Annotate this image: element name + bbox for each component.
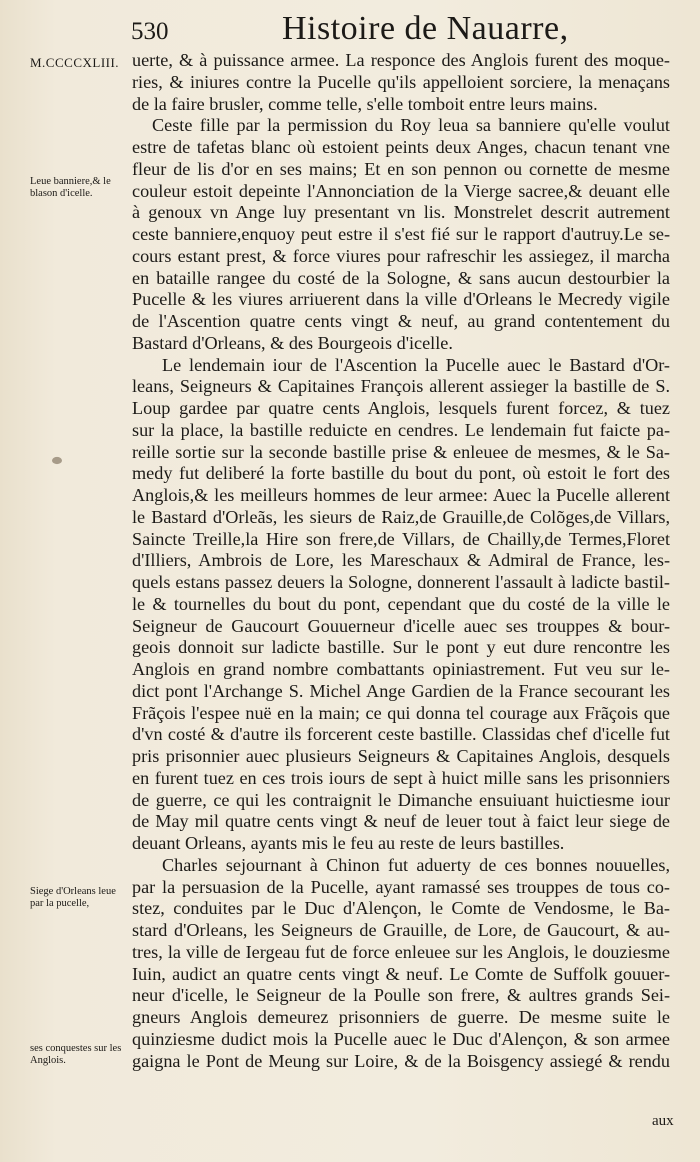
text-line: medy fut deliberé la forte bastille du bout du pont, où estoit le fort des: [132, 463, 670, 484]
text-line: Pucelle & les viures arriuerent dans la ville d'Orleans le Mecredy vigile: [132, 289, 670, 310]
text-line: uerte, & à puissance armee. La responce des Anglois furent des moque-: [132, 50, 670, 70]
text-line: en furent tuez en ces trois iours de sept à huict mille sans les prisonniers: [132, 767, 670, 788]
text-line: Charles sejournant à Chinon fut aduerty de ces bonnes nouuelles,: [162, 854, 670, 875]
text-line: Bastard d'Orleans, & des Bourgeois d'icelle.: [132, 332, 453, 353]
text-line: Loup gardee par quatre cents Anglois, lesquels furent forcez, & tuez: [132, 398, 670, 418]
text-line: deuant Orleans, ayants mis le feu au reste de leurs bastilles.: [132, 833, 565, 853]
text-line: gaigna le Pont de Meung sur Loire, & de la Boisgency assiegé & rendu: [132, 1050, 670, 1071]
text-line: sur la place, la bastille reduicte en cendres. Le lendemain fut faicte pa-: [132, 419, 670, 440]
text-line: estre de tafetas blanc où estoient peints deux Anges, chacun tenant vne: [132, 137, 670, 157]
text-line: fleur de lis d'or en ses mains; Et en son pennon ou cornette de mesme: [132, 158, 670, 179]
text-line: de guerre, ce qui les contraignit le Dimanche ensuiuant huictiesme iour: [132, 789, 670, 810]
text-line: d'Illiers, Ambrois de Lore, les Mareschaux & Admiral de France, les-: [132, 550, 670, 571]
running-title: Histoire de Nauarre,: [282, 10, 569, 47]
page-number: 530: [131, 18, 169, 45]
text-line: neur d'icelle, le Seigneur de la Poulle son frere, & aultres grands Sei-: [132, 985, 670, 1006]
ink-stain-mark: [50, 455, 64, 466]
text-line: Anglois,& les meilleurs hommes de leur armee: Auec la Pucelle allerent: [132, 485, 670, 505]
text-line: stard d'Orleans, les Seigneurs de Grauille, de Lore, de Gaucourt, & au-: [132, 920, 670, 940]
text-line: à genoux vn Ange luy presentant vn lis. Monstrelet descrit autrement: [132, 202, 670, 223]
text-line: de l'Ascention quatre cents vingt & neuf, au grand contentement du: [132, 311, 670, 331]
text-line: par la persuasion de la Pucelle, ayant ramassé ses trouppes de tous co-: [132, 876, 670, 897]
text-line: Le lendemain iour de l'Ascention la Pucelle auec le Bastard d'Or-: [162, 354, 670, 375]
text-line: Anglois en grand nombre combattants opiniastrement. Fut veu sur le-: [132, 659, 670, 679]
text-line: ries, & iniures contre la Pucelle qu'ils appelloient sorciere, la menaçans: [132, 71, 670, 92]
margin-note-siege: Siege d'Orleans leue par la pucelle,: [30, 886, 116, 909]
text-line: en bataille rangee du costé de la Sologne, & sans aucun destourbier la: [132, 267, 670, 288]
body-text: [132, 50, 670, 1072]
text-line: stez, conduites par le Duc d'Alençon, le Comte de Vendosme, le Ba-: [132, 898, 670, 919]
text-line: Seigneur de Gaucourt Gouuerneur d'icelle auec ses trouppes & bour-: [132, 615, 670, 636]
text-line: Iuin, audict an quatre cents vingt & neuf. Le Comte de Suffolk gouuer-: [132, 963, 670, 984]
catchword: aux: [652, 1113, 674, 1129]
margin-note-banniere: Leue banniere,& le blason d'icelle.: [30, 176, 111, 199]
text-line: Frãçois l'espee nuë en la main; ce qui donna tel courage aux Frãçois que: [132, 702, 670, 723]
text-line: geois donnoit sur ladicte bastille. Sur le pont y eut dure rencontre les: [132, 637, 670, 658]
text-line: leans, Seigneurs & Capitaines François allerent assieger la bastille de S.: [132, 376, 670, 397]
text-line: le & tournelles du bout du pont, cependant que du costé de la ville le: [132, 593, 670, 614]
text-line: le Bastard d'Orleãs, les sieurs de Raiz,de Grauille,de Colõges,de Villars,: [132, 506, 670, 527]
text-line: pris prisonnier auec plusieurs Seigneurs & Capitaines Anglois, desquels: [132, 746, 670, 766]
text-line: Ceste fille par la permission du Roy leua sa banniere qu'elle voulut: [152, 115, 670, 136]
text-line: gneurs Anglois demeurez prisonniers de guerre. De mesme suite le: [132, 1007, 670, 1027]
text-line: tres, la ville de Iergeau fut de force enleuee sur les Anglois, le douziesme: [132, 941, 670, 962]
text-line: quinziesme dudict mois la Pucelle auec le Duc d'Alençon, & son armee: [132, 1028, 670, 1049]
text-line: cours estant prest, & force viures pour rafreschir les assiegez, il marcha: [132, 245, 670, 266]
text-line: d'vn costé & d'autre ils forcerent ceste bastille. Classidas chef d'icelle fut: [132, 724, 670, 745]
text-line: Saincte Treille,la Hire son frere,de Villars, de Chailly,de Termes,Floret: [132, 528, 670, 549]
text-line: ceste banniere,enquoy peut estre il s'est fié sur le rapport d'autruy.Le se-: [132, 224, 670, 244]
year-marginal: M.CCCCXLIII.: [30, 55, 120, 70]
text-line: couleur estoit depeinte l'Annonciation de la Vierge sacree,& deuant elle: [132, 180, 670, 201]
margin-note-conquestes: ses conquestes sur les Anglois.: [30, 1043, 122, 1066]
text-line: quels estans passez deuers la Sologne, donnerent l'assault à ladicte bastil-: [132, 572, 670, 592]
text-line: de May mil quatre cents vingt & neuf de leuer tout à faict leur siege de: [132, 811, 670, 832]
text-line: dict pont l'Archange S. Michel Ange Gardien de la France secourant les: [132, 680, 670, 701]
text-line: reille sortie sur la seconde bastille prise & enleuee de mesmes, & le Sa-: [132, 441, 670, 462]
text-line: de la faire brusler, comme telle, s'elle tomboit entre leurs mains.: [132, 93, 598, 114]
